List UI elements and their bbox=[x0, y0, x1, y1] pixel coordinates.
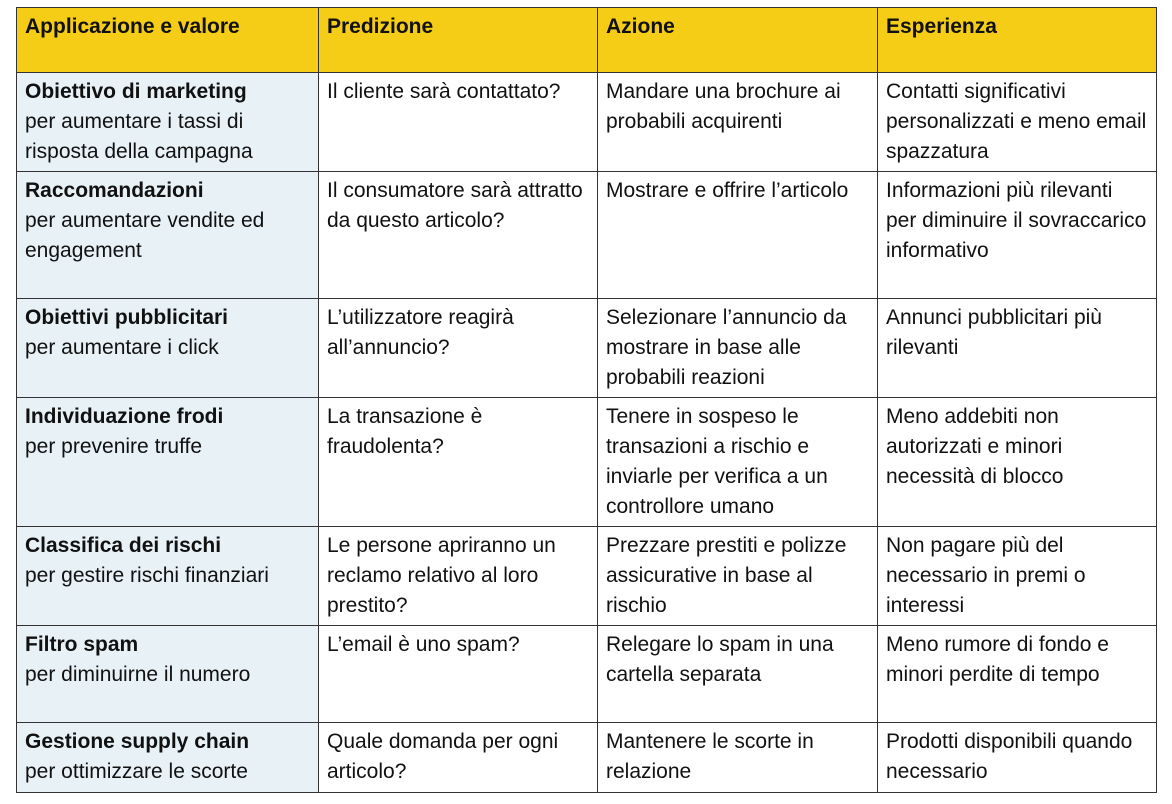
action-cell: Relegare lo spam in una cartella separata bbox=[598, 626, 878, 723]
action-cell: Selezionare l’annuncio da mostrare in base alle probabili reazioni bbox=[598, 299, 878, 398]
table-row bbox=[17, 626, 1157, 723]
application-cell bbox=[17, 172, 319, 299]
prediction-cell: L’utilizzatore reagirà all’annuncio? bbox=[319, 299, 598, 398]
application-value: per diminuirne il numero bbox=[25, 663, 251, 686]
prediction-cell: Il cliente sarà contattato? bbox=[319, 73, 598, 172]
application-value: per aumentare i click bbox=[25, 336, 219, 359]
experience-cell: Meno addebiti non autorizzati e minori necessità di blocco bbox=[878, 398, 1157, 527]
application-cell bbox=[17, 626, 319, 723]
header-action: Azione bbox=[598, 8, 878, 73]
application-value: per gestire rischi finanziari bbox=[25, 564, 269, 587]
application-title: Obiettivo di marketing bbox=[25, 80, 247, 103]
application-title: Gestione supply chain bbox=[25, 730, 250, 753]
prediction-cell: La transazione è fraudolenta? bbox=[319, 398, 598, 527]
action-cell: Mantenere le scorte in relazione bbox=[598, 723, 878, 793]
action-cell: Mandare una brochure ai probabili acquirenti bbox=[598, 73, 878, 172]
experience-cell: Annunci pubblicitari più rilevanti bbox=[878, 299, 1157, 398]
application-cell bbox=[17, 398, 319, 527]
table-row bbox=[17, 172, 1157, 299]
prediction-cell: Quale domanda per ogni articolo? bbox=[319, 723, 598, 793]
application-cell bbox=[17, 299, 319, 398]
application-value: per prevenire truffe bbox=[25, 435, 203, 458]
header-row bbox=[17, 8, 1157, 73]
prediction-cell: L’email è uno spam? bbox=[319, 626, 598, 723]
application-cell bbox=[17, 73, 319, 172]
experience-cell: Contatti significativi personalizzati e meno email spazzatura bbox=[878, 73, 1157, 172]
application-title: Individuazione frodi bbox=[25, 405, 224, 428]
application-title: Raccomandazioni bbox=[25, 179, 204, 202]
application-title: Obiettivi pubblicitari bbox=[25, 306, 229, 329]
table-row bbox=[17, 527, 1157, 626]
header-prediction: Predizione bbox=[319, 8, 598, 73]
table-row bbox=[17, 398, 1157, 527]
header-application: Applicazione e valore bbox=[17, 8, 319, 73]
prediction-cell: Il consumatore sarà attratto da questo articolo? bbox=[319, 172, 598, 299]
application-cell bbox=[17, 723, 319, 793]
prediction-cell: Le persone apriranno un reclamo relativo al loro prestito? bbox=[319, 527, 598, 626]
table-row bbox=[17, 73, 1157, 172]
application-value: per aumentare i tassi di risposta della campagna bbox=[25, 110, 253, 163]
experience-cell: Informazioni più rilevanti per diminuire il sovraccarico informativo bbox=[878, 172, 1157, 299]
experience-cell: Meno rumore di fondo e minori perdite di tempo bbox=[878, 626, 1157, 723]
action-cell: Prezzare prestiti e polizze assicurative in base al rischio bbox=[598, 527, 878, 626]
application-title: Filtro spam bbox=[25, 633, 139, 656]
experience-cell: Non pagare più del necessario in premi o interessi bbox=[878, 527, 1157, 626]
experience-cell: Prodotti disponibili quando necessario bbox=[878, 723, 1157, 793]
table-row bbox=[17, 723, 1157, 793]
action-cell: Tenere in sospeso le transazioni a rischio e inviarle per verifica a un controllore umano bbox=[598, 398, 878, 527]
table-row bbox=[17, 299, 1157, 398]
action-cell: Mostrare e offrire l’articolo bbox=[598, 172, 878, 299]
application-value: per aumentare vendite ed engagement bbox=[25, 209, 265, 262]
applications-table bbox=[16, 7, 1157, 793]
application-cell bbox=[17, 527, 319, 626]
header-experience: Esperienza bbox=[878, 8, 1157, 73]
application-value: per ottimizzare le scorte bbox=[25, 760, 248, 783]
application-title: Classifica dei rischi bbox=[25, 534, 222, 557]
